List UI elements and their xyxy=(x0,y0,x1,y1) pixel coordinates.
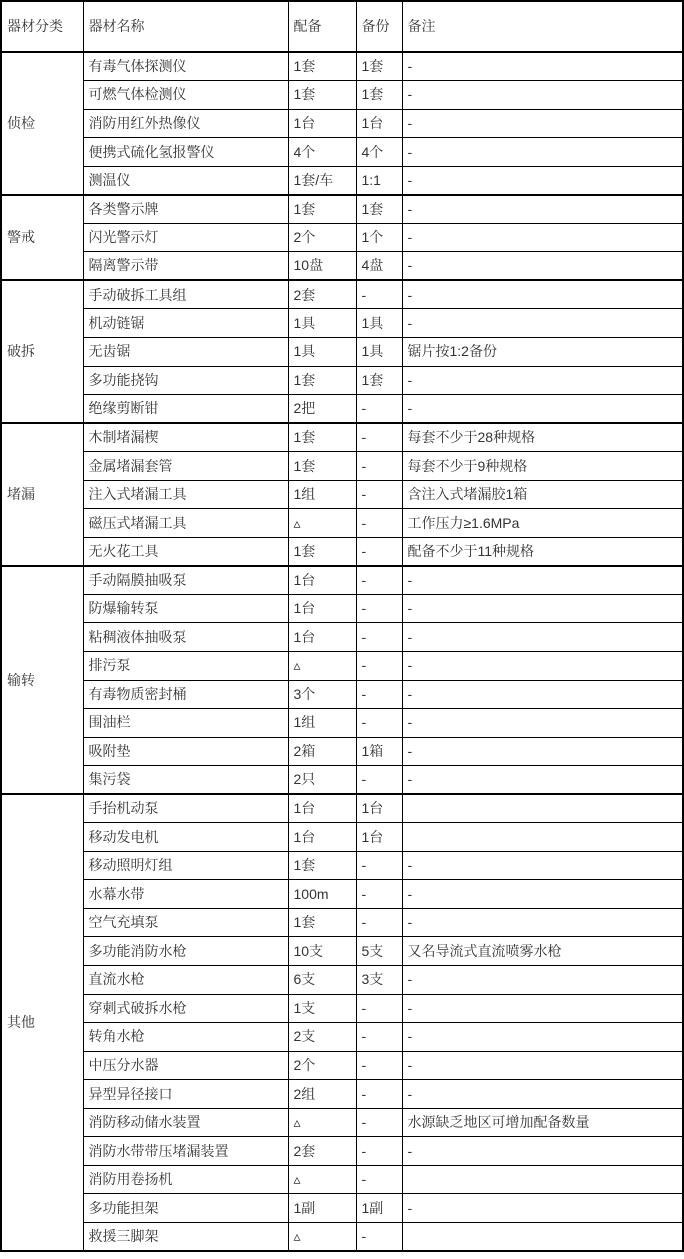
equipped-cell: 6支 xyxy=(288,966,356,995)
equipment-name-cell: 便携式硫化氢报警仪 xyxy=(83,138,288,167)
equipment-name-cell: 可燃气体检测仪 xyxy=(83,81,288,110)
equipment-name-cell: 空气充填泵 xyxy=(83,908,288,937)
remark-cell: - xyxy=(402,680,683,709)
table-row xyxy=(1,109,683,138)
backup-cell: 4盘 xyxy=(356,252,402,281)
remark-cell: 含注入式堵漏胶1箱 xyxy=(402,480,683,509)
table-row xyxy=(1,766,683,795)
remark-cell: - xyxy=(402,109,683,138)
equipment-name-cell: 吸附垫 xyxy=(83,737,288,766)
backup-cell: - xyxy=(356,1108,402,1137)
remark-cell: - xyxy=(402,880,683,909)
remark-cell xyxy=(402,1222,683,1251)
backup-cell: 1台 xyxy=(356,794,402,823)
table-row xyxy=(1,566,683,595)
equipment-name-cell: 消防用卷扬机 xyxy=(83,1165,288,1194)
backup-cell: - xyxy=(356,623,402,652)
equipment-name-cell: 消防用红外热像仪 xyxy=(83,109,288,138)
remark-cell: - xyxy=(402,737,683,766)
equipped-cell: ▵ xyxy=(288,1222,356,1251)
table-row xyxy=(1,1222,683,1251)
equipment-name-cell: 移动发电机 xyxy=(83,823,288,852)
equipment-name-cell: 闪光警示灯 xyxy=(83,223,288,252)
remark-cell: - xyxy=(402,1023,683,1052)
equipped-cell: ▵ xyxy=(288,1108,356,1137)
backup-cell: - xyxy=(356,651,402,680)
remark-cell: - xyxy=(402,1137,683,1166)
equipment-name-cell: 多功能消防水枪 xyxy=(83,937,288,966)
equipped-cell: 2只 xyxy=(288,766,356,795)
remark-cell: - xyxy=(402,52,683,81)
equipped-cell: 2把 xyxy=(288,395,356,424)
table-row xyxy=(1,509,683,538)
equipment-name-cell: 无火花工具 xyxy=(83,537,288,566)
equipment-name-cell: 注入式堵漏工具 xyxy=(83,480,288,509)
equipped-cell: 1套 xyxy=(288,366,356,395)
equipment-name-cell: 救援三脚架 xyxy=(83,1222,288,1251)
table-row xyxy=(1,623,683,652)
backup-cell: - xyxy=(356,880,402,909)
table-row xyxy=(1,737,683,766)
table-row xyxy=(1,594,683,623)
equipped-cell: 2组 xyxy=(288,1080,356,1109)
equipped-cell: 1套/车 xyxy=(288,166,356,195)
backup-cell: - xyxy=(356,480,402,509)
table-row xyxy=(1,309,683,338)
backup-cell: - xyxy=(356,908,402,937)
table-row xyxy=(1,823,683,852)
remark-cell xyxy=(402,1165,683,1194)
remark-cell: - xyxy=(402,594,683,623)
remark-cell: - xyxy=(402,851,683,880)
table-row xyxy=(1,1080,683,1109)
table-row xyxy=(1,280,683,309)
backup-cell: - xyxy=(356,1023,402,1052)
backup-cell: - xyxy=(356,709,402,738)
backup-cell: - xyxy=(356,1051,402,1080)
table-row xyxy=(1,223,683,252)
remark-cell: - xyxy=(402,1051,683,1080)
remark-cell: - xyxy=(402,994,683,1023)
table-row xyxy=(1,851,683,880)
backup-cell: 1套 xyxy=(356,52,402,81)
backup-cell: - xyxy=(356,851,402,880)
table-section xyxy=(1,195,683,281)
equipment-name-cell: 移动照明灯组 xyxy=(83,851,288,880)
table-row xyxy=(1,537,683,566)
equipment-name-cell: 磁压式堵漏工具 xyxy=(83,509,288,538)
backup-cell: - xyxy=(356,1165,402,1194)
remark-cell: - xyxy=(402,566,683,595)
backup-cell: 1具 xyxy=(356,337,402,366)
equipment-name-cell: 有毒物质密封桶 xyxy=(83,680,288,709)
equipped-cell: 4个 xyxy=(288,138,356,167)
equipment-name-cell: 中压分水器 xyxy=(83,1051,288,1080)
remark-cell: 工作压力≥1.6MPa xyxy=(402,509,683,538)
table-row xyxy=(1,709,683,738)
table-row xyxy=(1,1108,683,1137)
table-section xyxy=(1,794,683,1251)
remark-cell: - xyxy=(402,395,683,424)
equipment-name-cell: 粘稠液体抽吸泵 xyxy=(83,623,288,652)
table-row xyxy=(1,452,683,481)
equipment-name-cell: 异型异径接口 xyxy=(83,1080,288,1109)
backup-cell: 1套 xyxy=(356,81,402,110)
backup-cell: - xyxy=(356,566,402,595)
remark-cell: - xyxy=(402,309,683,338)
remark-cell: 又名导流式直流喷雾水枪 xyxy=(402,937,683,966)
category-cell: 警戒 xyxy=(1,195,83,281)
equipped-cell: 1台 xyxy=(288,566,356,595)
backup-cell: 1套 xyxy=(356,366,402,395)
table-row xyxy=(1,395,683,424)
table-row xyxy=(1,366,683,395)
category-cell: 破拆 xyxy=(1,280,83,423)
remark-cell: 水源缺乏地区可增加配备数量 xyxy=(402,1108,683,1137)
equipped-cell: 2箱 xyxy=(288,737,356,766)
backup-cell: - xyxy=(356,537,402,566)
equipped-cell: 1台 xyxy=(288,823,356,852)
backup-cell: - xyxy=(356,1080,402,1109)
equipment-name-cell: 绝缘剪断钳 xyxy=(83,395,288,424)
equipped-cell: 10支 xyxy=(288,937,356,966)
equipped-cell: 1具 xyxy=(288,337,356,366)
table-row xyxy=(1,423,683,452)
equipped-cell: ▵ xyxy=(288,1165,356,1194)
equipped-cell: 1支 xyxy=(288,994,356,1023)
equipment-name-cell: 机动链锯 xyxy=(83,309,288,338)
equipment-name-cell: 消防移动储水装置 xyxy=(83,1108,288,1137)
backup-cell: 4个 xyxy=(356,138,402,167)
table-row xyxy=(1,81,683,110)
table-row xyxy=(1,994,683,1023)
remark-cell xyxy=(402,823,683,852)
remark-cell: - xyxy=(402,366,683,395)
remark-cell xyxy=(402,794,683,823)
equipped-cell: 3个 xyxy=(288,680,356,709)
backup-cell: - xyxy=(356,395,402,424)
equipment-name-cell: 围油栏 xyxy=(83,709,288,738)
backup-cell: 1副 xyxy=(356,1194,402,1223)
table-section xyxy=(1,280,683,423)
column-header-equipped: 配备 xyxy=(288,1,356,52)
backup-cell: 1套 xyxy=(356,195,402,224)
table-row xyxy=(1,937,683,966)
equipped-cell: 1套 xyxy=(288,537,356,566)
equipped-cell: 1套 xyxy=(288,81,356,110)
backup-cell: 1箱 xyxy=(356,737,402,766)
remark-cell: - xyxy=(402,709,683,738)
equipped-cell: 1套 xyxy=(288,195,356,224)
column-header-backup: 备份 xyxy=(356,1,402,52)
equipment-name-cell: 测温仪 xyxy=(83,166,288,195)
table-row xyxy=(1,337,683,366)
equipment-name-cell: 多功能担架 xyxy=(83,1194,288,1223)
remark-cell: 锯片按1:2备份 xyxy=(402,337,683,366)
equipped-cell: 1组 xyxy=(288,480,356,509)
header-row xyxy=(1,1,683,52)
table-row xyxy=(1,252,683,281)
table-row xyxy=(1,651,683,680)
category-cell: 侦检 xyxy=(1,52,83,195)
table-row xyxy=(1,908,683,937)
equipment-name-cell: 手动破拆工具组 xyxy=(83,280,288,309)
remark-cell: - xyxy=(402,966,683,995)
remark-cell: 每套不少于9种规格 xyxy=(402,452,683,481)
equipment-name-cell: 集污袋 xyxy=(83,766,288,795)
backup-cell: - xyxy=(356,452,402,481)
backup-cell: - xyxy=(356,423,402,452)
equipped-cell: ▵ xyxy=(288,509,356,538)
table-row xyxy=(1,1194,683,1223)
remark-cell: - xyxy=(402,280,683,309)
table-row xyxy=(1,1165,683,1194)
equipment-name-cell: 各类警示牌 xyxy=(83,195,288,224)
table-row xyxy=(1,1023,683,1052)
remark-cell: 配备不少于11种规格 xyxy=(402,537,683,566)
equipped-cell: 1具 xyxy=(288,309,356,338)
equipment-name-cell: 隔离警示带 xyxy=(83,252,288,281)
equipped-cell: 1台 xyxy=(288,794,356,823)
backup-cell: - xyxy=(356,1222,402,1251)
equipped-cell: 1套 xyxy=(288,452,356,481)
backup-cell: - xyxy=(356,280,402,309)
equipped-cell: 100m xyxy=(288,880,356,909)
equipment-name-cell: 有毒气体探测仪 xyxy=(83,52,288,81)
remark-cell: - xyxy=(402,195,683,224)
backup-cell: - xyxy=(356,594,402,623)
equipment-name-cell: 水幕水带 xyxy=(83,880,288,909)
equipment-name-cell: 木制堵漏楔 xyxy=(83,423,288,452)
equipped-cell: ▵ xyxy=(288,651,356,680)
category-cell: 堵漏 xyxy=(1,423,83,566)
table-row xyxy=(1,1137,683,1166)
equipped-cell: 10盘 xyxy=(288,252,356,281)
backup-cell: 1台 xyxy=(356,823,402,852)
table-row xyxy=(1,52,683,81)
backup-cell: - xyxy=(356,680,402,709)
table-row xyxy=(1,680,683,709)
backup-cell: 1具 xyxy=(356,309,402,338)
category-cell: 输转 xyxy=(1,566,83,794)
table-section xyxy=(1,52,683,195)
equipped-cell: 1套 xyxy=(288,423,356,452)
equipment-name-cell: 穿刺式破拆水枪 xyxy=(83,994,288,1023)
remark-cell: - xyxy=(402,166,683,195)
remark-cell: 每套不少于28种规格 xyxy=(402,423,683,452)
equipped-cell: 2套 xyxy=(288,280,356,309)
remark-cell: - xyxy=(402,138,683,167)
equipment-name-cell: 防爆输转泵 xyxy=(83,594,288,623)
backup-cell: - xyxy=(356,994,402,1023)
equipment-name-cell: 无齿锯 xyxy=(83,337,288,366)
backup-cell: 3支 xyxy=(356,966,402,995)
backup-cell: 1个 xyxy=(356,223,402,252)
remark-cell: - xyxy=(402,252,683,281)
remark-cell: - xyxy=(402,908,683,937)
remark-cell: - xyxy=(402,651,683,680)
table-row xyxy=(1,1051,683,1080)
equipment-name-cell: 手抬机动泵 xyxy=(83,794,288,823)
remark-cell: - xyxy=(402,81,683,110)
equipment-name-cell: 排污泵 xyxy=(83,651,288,680)
equipped-cell: 1套 xyxy=(288,52,356,81)
table-section xyxy=(1,566,683,794)
table-row xyxy=(1,480,683,509)
remark-cell: - xyxy=(402,223,683,252)
equipment-name-cell: 转角水枪 xyxy=(83,1023,288,1052)
backup-cell: 1台 xyxy=(356,109,402,138)
remark-cell: - xyxy=(402,766,683,795)
table-row xyxy=(1,138,683,167)
remark-cell: - xyxy=(402,1080,683,1109)
table-row xyxy=(1,794,683,823)
equipped-cell: 1台 xyxy=(288,109,356,138)
table-row xyxy=(1,880,683,909)
equipped-cell: 1台 xyxy=(288,594,356,623)
column-header-name: 器材名称 xyxy=(83,1,288,52)
equipped-cell: 1副 xyxy=(288,1194,356,1223)
equipment-name-cell: 手动隔膜抽吸泵 xyxy=(83,566,288,595)
remark-cell: - xyxy=(402,623,683,652)
backup-cell: 1:1 xyxy=(356,166,402,195)
table-row xyxy=(1,166,683,195)
table-section xyxy=(1,423,683,566)
equipment-name-cell: 金属堵漏套管 xyxy=(83,452,288,481)
equipped-cell: 2支 xyxy=(288,1023,356,1052)
equipped-cell: 2个 xyxy=(288,223,356,252)
table-header xyxy=(1,1,683,52)
table-row xyxy=(1,195,683,224)
equipment-name-cell: 直流水枪 xyxy=(83,966,288,995)
category-cell: 其他 xyxy=(1,794,83,1251)
table-row xyxy=(1,966,683,995)
equipped-cell: 1台 xyxy=(288,623,356,652)
equipped-cell: 1组 xyxy=(288,709,356,738)
remark-cell: - xyxy=(402,1194,683,1223)
backup-cell: 5支 xyxy=(356,937,402,966)
backup-cell: - xyxy=(356,1137,402,1166)
equipped-cell: 2个 xyxy=(288,1051,356,1080)
equipment-name-cell: 消防水带带压堵漏装置 xyxy=(83,1137,288,1166)
equipment-name-cell: 多功能挠钩 xyxy=(83,366,288,395)
equipped-cell: 2套 xyxy=(288,1137,356,1166)
backup-cell: - xyxy=(356,509,402,538)
column-header-remark: 备注 xyxy=(402,1,683,52)
equipped-cell: 1套 xyxy=(288,908,356,937)
backup-cell: - xyxy=(356,766,402,795)
equipped-cell: 1套 xyxy=(288,851,356,880)
column-header-category: 器材分类 xyxy=(1,1,83,52)
